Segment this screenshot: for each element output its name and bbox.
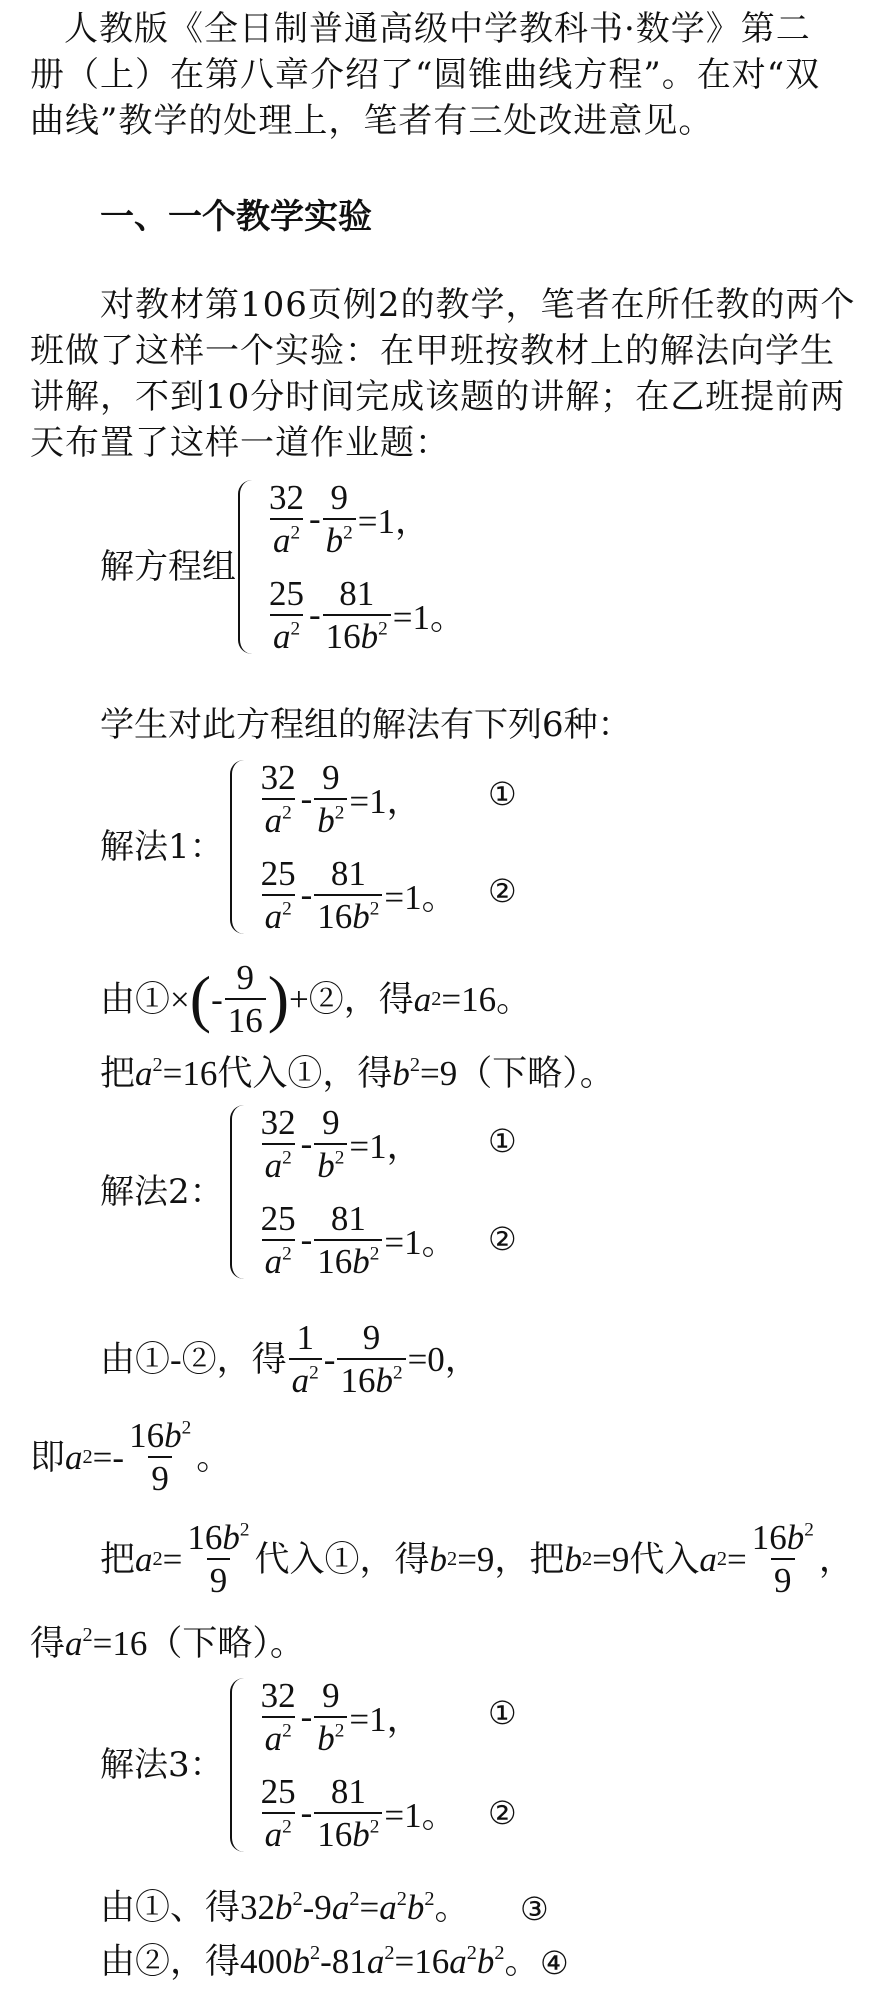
equation-tag-1: ① xyxy=(488,1122,517,1160)
equation-tag-3: ③ xyxy=(520,1890,549,1928)
method2-equation-2: $\frac{25}{a^2}$ - $\frac{81}{16b^2}$ =1。 xyxy=(260,1199,457,1281)
left-brace xyxy=(238,480,258,654)
method1-system xyxy=(100,760,457,934)
para-line-3: 讲解，不到10分时间完成该题的讲解；在乙班提前两 xyxy=(30,377,846,417)
method3-step-2: 由②，得$400b^2-81a^2=16a^2b^2$。 xyxy=(100,1941,540,1981)
method2-label: 解法2： xyxy=(100,1172,224,1212)
problem-system xyxy=(100,480,465,654)
method3-step-1: 由①、得$32b^2-9a^2=a^2b^2$。 xyxy=(100,1887,470,1927)
left-brace xyxy=(230,1678,250,1852)
intro-line-1: 人教版《全日制普通高级中学教科书·数学》第二 xyxy=(64,9,811,49)
method1-equations xyxy=(256,760,457,934)
problem-equations xyxy=(264,480,465,654)
intro-line-3: 曲线”教学的处理上，笔者有三处改进意见。 xyxy=(30,101,714,141)
equation-tag-2: ② xyxy=(488,872,517,910)
method2-step-1: 由①-②，得 $\frac{1}{a^2}$ - $\frac{9}{16b^2}$ =0， xyxy=(100,1318,480,1400)
method2-step-3: 把 a 2 = $\frac{16b^2}{9}$ 代入①，得 b 2 =9，把 b 2 =9代入 a 2 = $\frac{16b^2}{9}$ ， xyxy=(100,1518,854,1600)
method1-label: 解法1： xyxy=(100,827,224,867)
method1-step-1: 由①× ( - $\frac{9}{16}$ ) +②，得 a 2 =16。 xyxy=(100,958,532,1040)
method2-step-2: 即 a 2 =- $\frac{16b^2}{9}$ 。 xyxy=(30,1416,232,1498)
equation-tag-1: ① xyxy=(488,1694,517,1732)
method3-equation-2: $\frac{25}{a^2}$ - $\frac{81}{16b^2}$ =1。 xyxy=(260,1772,457,1854)
para-line-2: 班做了这样一个实验：在甲班按教材上的解法向学生 xyxy=(30,331,835,371)
method3-equations xyxy=(256,1678,457,1852)
para-line-4: 天布置了这样一道作业题： xyxy=(30,423,450,463)
equation-tag-1: ① xyxy=(488,775,517,813)
method2-system xyxy=(100,1105,457,1279)
problem-equation-1: $\frac{32}{a^2}$ - $\frac{9}{b^2}$ =1， xyxy=(269,478,431,560)
method2-equations xyxy=(256,1105,457,1279)
methods-intro: 学生对此方程组的解法有下列6种： xyxy=(100,705,632,745)
equation-tag-2: ② xyxy=(488,1220,517,1258)
method3-system xyxy=(100,1678,457,1852)
method2-step-4: 得$a^2=16$（下略）。 xyxy=(30,1623,305,1663)
left-brace xyxy=(230,760,250,934)
problem-equation-2: $\frac{25}{a^2}$ - $\frac{81}{16b^2}$ =1。 xyxy=(269,574,466,656)
para-line-1: 对教材第106页例2的教学，笔者在所任教的两个 xyxy=(100,285,856,325)
method1-step-2: 把$a^2=16$代入①，得$b^2=9$（下略）。 xyxy=(100,1053,615,1093)
equation-tag-4: ④ xyxy=(540,1944,569,1982)
section-heading: 一、一个教学实验 xyxy=(100,197,372,237)
left-brace xyxy=(230,1105,250,1279)
method2-equation-1: $\frac{32}{a^2}$ - $\frac{9}{b^2}$ =1， xyxy=(260,1103,422,1185)
intro-line-2: 册（上）在第八章介绍了“圆锥曲线方程”。在对“双 xyxy=(30,55,821,95)
problem-label: 解方程组 xyxy=(100,547,236,587)
method3-equation-1: $\frac{32}{a^2}$ - $\frac{9}{b^2}$ =1， xyxy=(260,1676,422,1758)
method1-equation-1: $\frac{32}{a^2}$ - $\frac{9}{b^2}$ =1， xyxy=(260,758,422,840)
method1-equation-2: $\frac{25}{a^2}$ - $\frac{81}{16b^2}$ =1。 xyxy=(260,854,457,936)
equation-tag-2: ② xyxy=(488,1794,517,1832)
method3-label: 解法3： xyxy=(100,1745,224,1785)
